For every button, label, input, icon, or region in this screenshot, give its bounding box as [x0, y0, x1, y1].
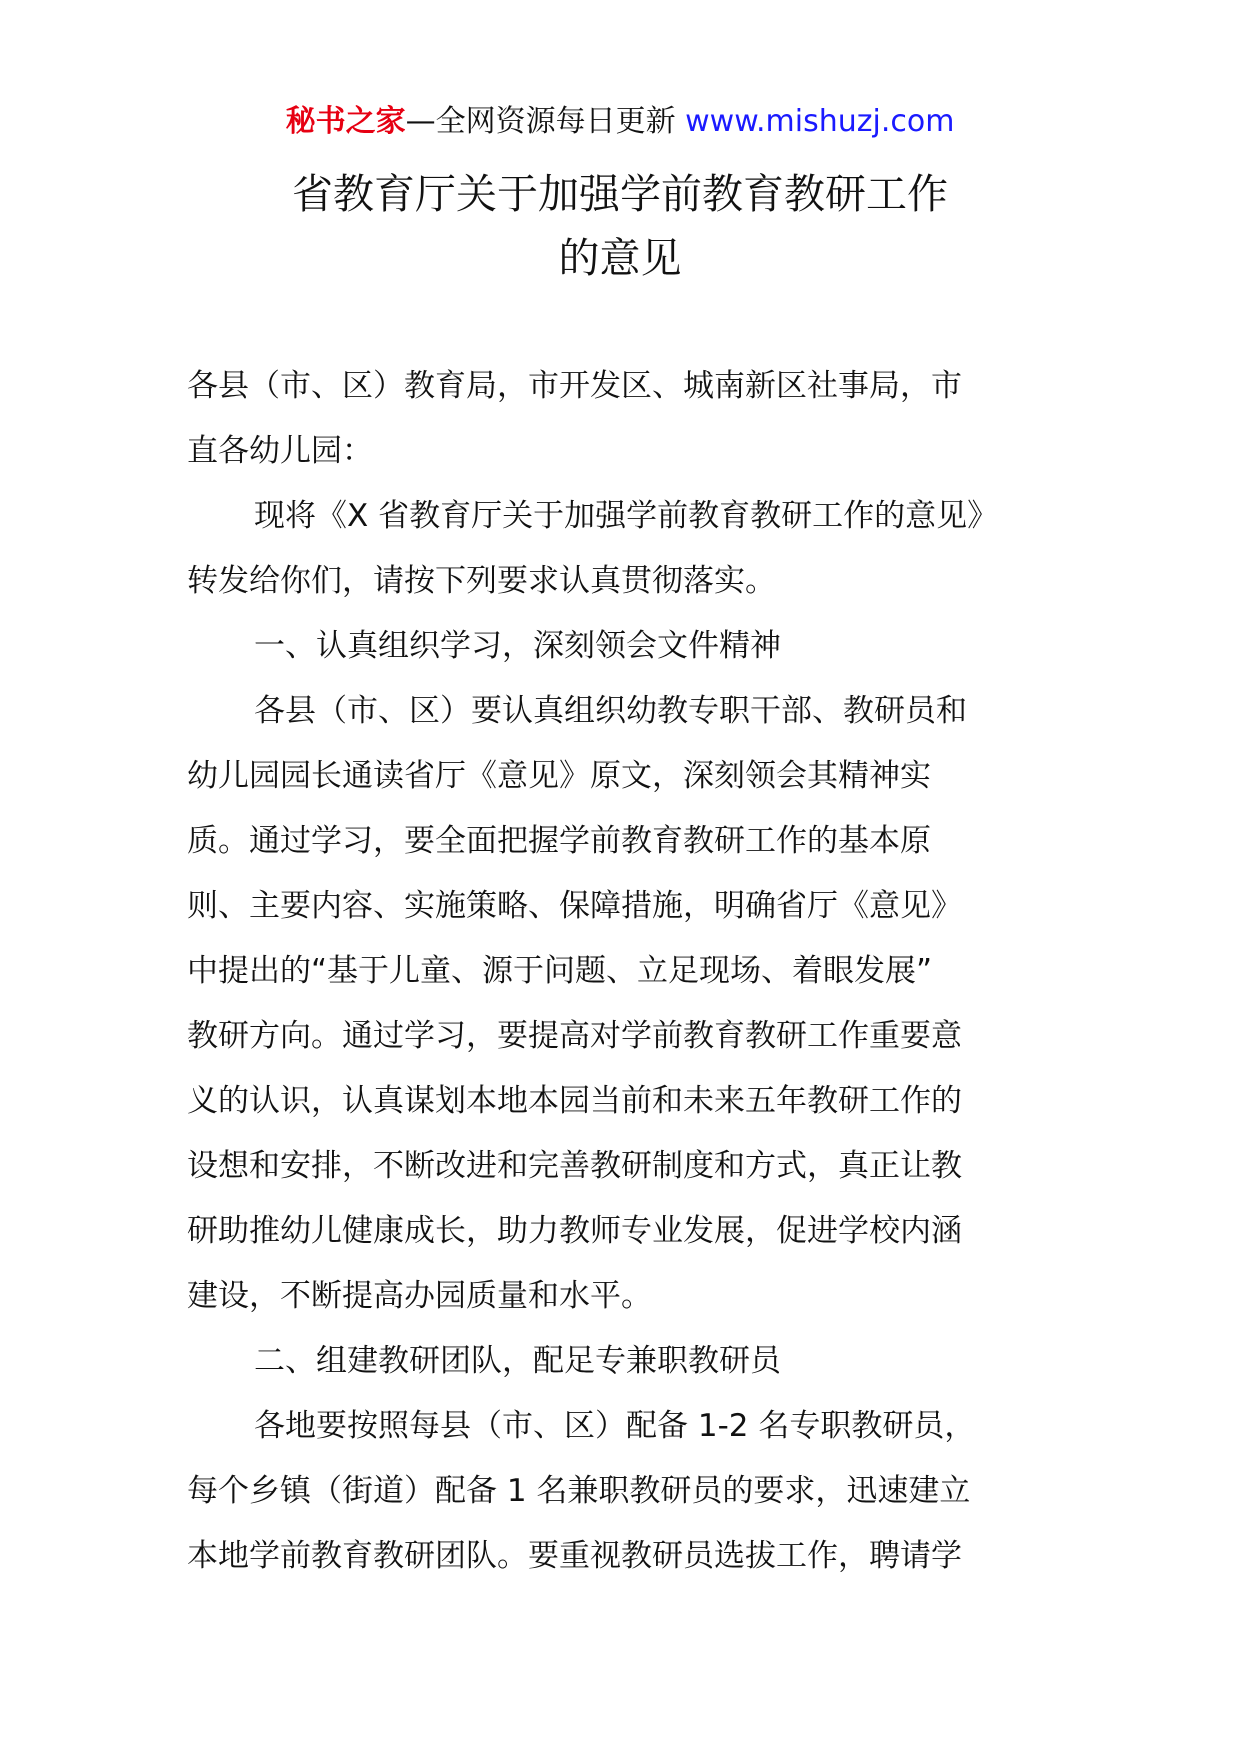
brand-name: 秘书之家 — [285, 104, 406, 139]
section1-line-2: 幼儿园园长通读省厅《意见》原文，深刻领会其精神实 — [187, 758, 931, 794]
header-tagline: —全网资源每日更新 — [405, 104, 686, 139]
title-line-2: 的意见 — [558, 234, 682, 282]
section-heading-1: 一、认真组织学习，深刻领会文件精神 — [254, 628, 781, 664]
title-line-1: 省教育厅关于加强学前教育教研工作 — [292, 170, 948, 218]
section1-line-7: 义的认识，认真谋划本地本园当前和未来五年教研工作的 — [187, 1083, 962, 1119]
section1-line-5: 中提出的“基于儿童、源于问题、立足现场、着眼发展” — [187, 953, 933, 989]
addressee-line-1: 各县（市、区）教育局，市开发区、城南新区社事局，市 — [187, 368, 962, 404]
section1-line-6: 教研方向。通过学习，要提高对学前教育教研工作重要意 — [187, 1018, 962, 1054]
section2-line-1: 各地要按照每县（市、区）配备 1-2 名专职教研员， — [254, 1408, 976, 1444]
section1-line-1: 各县（市、区）要认真组织幼教专职干部、教研员和 — [254, 693, 967, 729]
section1-line-10: 建设，不断提高办园质量和水平。 — [187, 1278, 652, 1314]
addressee-line-2: 直各幼儿园： — [187, 433, 373, 469]
section1-line-9: 研助推幼儿健康成长，助力教师专业发展，促进学校内涵 — [187, 1213, 962, 1249]
site-url-link[interactable]: www.mishuzj.com — [685, 104, 955, 139]
document-title — [0, 162, 1240, 290]
section-heading-2: 二、组建教研团队，配足专兼职教研员 — [254, 1343, 781, 1379]
section2-line-2: 每个乡镇（街道）配备 1 名兼职教研员的要求，迅速建立 — [187, 1473, 971, 1509]
section1-line-3: 质。通过学习，要全面把握学前教育教研工作的基本原 — [187, 823, 931, 859]
document-body — [187, 354, 1056, 1589]
section2-line-3: 本地学前教育教研团队。要重视教研员选拔工作，聘请学 — [187, 1538, 962, 1574]
intro-line-2: 转发给你们，请按下列要求认真贯彻落实。 — [187, 563, 776, 599]
section1-line-8: 设想和安排，不断改进和完善教研制度和方式，真正让教 — [187, 1148, 962, 1184]
intro-line-1: 现将《X 省教育厅关于加强学前教育教研工作的意见》 — [254, 498, 999, 534]
section1-line-4: 则、主要内容、实施策略、保障措施，明确省厅《意见》 — [187, 888, 962, 924]
site-header — [0, 100, 1240, 144]
